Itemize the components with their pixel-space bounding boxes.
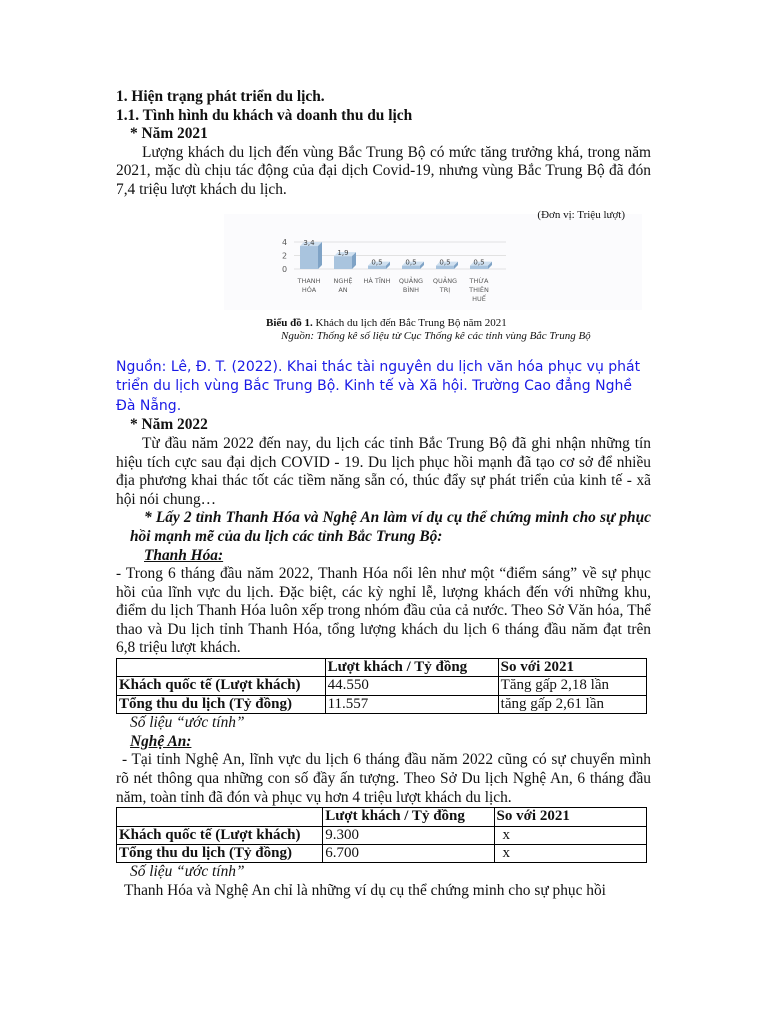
table-row: [117, 695, 647, 713]
year-2022-heading: * Năm 2022: [130, 416, 208, 434]
table-cell: Tổng thu du lịch (Tỷ đồng): [117, 845, 323, 863]
bar-side: [318, 242, 322, 269]
table-cell: x: [494, 826, 647, 844]
category-label: HUẾ: [472, 294, 486, 303]
bar-value-label: 0,5: [371, 258, 383, 267]
subsection-heading: 1.1. Tình hình du khách và doanh thu du lịch: [116, 106, 413, 124]
category-label: THIÊN: [469, 285, 489, 294]
table-header-cell: Lượt khách / Tỷ đồng: [325, 659, 498, 677]
category-label: NGHỆ: [333, 276, 353, 285]
category-label: HÀ TĨNH: [363, 276, 391, 285]
table-header-cell: [117, 659, 326, 677]
table-row: [117, 845, 647, 863]
table-cell: tăng gấp 2,61 lần: [498, 695, 646, 713]
category-label: AN: [338, 285, 348, 294]
category-label: QUẢNG: [398, 276, 424, 285]
chart-caption-bold: Biểu đồ 1.: [266, 316, 313, 329]
estimate-note: Số liệu “ước tính”: [130, 714, 245, 732]
category-label: QUẢNG: [432, 276, 458, 285]
chart-caption-text: Khách du lịch đến Bắc Trung Bộ năm 2021: [312, 316, 507, 329]
estimate-note: Số liệu “ước tính”: [130, 863, 245, 881]
chart-figure: [116, 202, 651, 354]
year-2021-heading: * Năm 2021: [130, 125, 208, 143]
bar-value-label: 0,5: [473, 258, 485, 267]
table-header-cell: Lượt khách / Tỷ đồng: [323, 808, 494, 826]
table-header-cell: [117, 808, 323, 826]
closing-line: Thanh Hóa và Nghệ An chỉ là những ví dụ cụ thể chứng minh cho sự phục hồi: [124, 882, 606, 900]
table-header-row: [117, 659, 647, 677]
bar: [300, 246, 318, 269]
category-label: BÌNH: [402, 285, 420, 294]
table-cell: 9.300: [323, 826, 494, 844]
chart-area: [224, 214, 642, 310]
y-tick-label: 2: [282, 251, 288, 261]
paragraph-2022: Từ đầu năm 2022 đến nay, du lịch các tỉnh Bắc Trung Bộ đã ghi nhận những tín hiệu tích cực sau đại dịch COVID - 19. Du lịch phục hồi mạnh đã tạo cơ sở để nhiều địa phương khai thác tốt các tiềm năng sẵn có, thúc đẩy sự phát triển của kinh tế - xã hội nói chung…: [116, 434, 651, 508]
table-cell: Tăng gấp 2,18 lần: [498, 677, 646, 695]
bar-value-label: 1,9: [337, 248, 349, 257]
source-citation: Nguồn: Lê, Đ. T. (2022). Khai thác tài nguyên du lịch văn hóa phục vụ phát triển du lịch vùng Bắc Trung Bộ. Kinh tế và Xã hội. Trường Cao đẳng Nghề Đà Nẵng.: [116, 358, 641, 414]
category-label: HÓA: [301, 285, 317, 294]
nghe-an-paragraph: - Tại tỉnh Nghệ An, lĩnh vực du lịch 6 tháng đầu năm 2022 cũng có sự chuyển mình rõ nét thông qua những con số đầy ấn tượng. Theo Sở Du lịch Nghệ An, 6 tháng đầu năm, toàn tỉnh đã đón và phục vụ hơn 4 triệu lượt khách du lịch.: [116, 751, 651, 806]
category-label: THANH: [297, 276, 321, 285]
table-cell: Tổng thu du lịch (Tỷ đồng): [117, 695, 326, 713]
examples-heading: * Lấy 2 tỉnh Thanh Hóa và Nghệ An làm ví dụ cụ thể chứng minh cho sự phục hồi mạnh mẽ của du lịch các tỉnh Bắc Trung Bộ:: [130, 509, 651, 545]
category-label: THỪA: [469, 276, 489, 285]
y-tick-label: 4: [282, 237, 288, 247]
nghe-an-table: [116, 807, 647, 863]
table-header-row: [117, 808, 647, 826]
thanh-hoa-heading: Thanh Hóa:: [144, 546, 224, 564]
table-cell: x: [494, 845, 647, 863]
y-tick-label: 0: [282, 264, 288, 274]
category-label: TRỊ: [439, 285, 451, 294]
bar: [334, 256, 352, 269]
bar-chart: [224, 214, 642, 310]
thanh-hoa-table: [116, 658, 647, 714]
table-cell: Khách quốc tế (Lượt khách): [117, 826, 323, 844]
nghe-an-heading: Nghệ An:: [130, 732, 192, 750]
bar-value-label: 3,4: [303, 238, 315, 247]
table-header-cell: So với 2021: [494, 808, 647, 826]
section-heading: 1. Hiện trạng phát triển du lịch.: [116, 88, 325, 105]
table-cell: Khách quốc tế (Lượt khách): [117, 677, 326, 695]
document-page: [116, 88, 651, 901]
bar-value-label: 0,5: [405, 258, 417, 267]
chart-unit-label: (Đơn vị: Triệu lượt): [537, 208, 625, 221]
bar-value-label: 0,5: [439, 258, 451, 267]
table-header-cell: So với 2021: [498, 659, 646, 677]
paragraph-2021: Lượng khách du lịch đến vùng Bắc Trung Bộ có mức tăng trưởng khá, trong năm 2021, mặc dù chịu tác động của đại dịch Covid-19, nhưng vùng Bắc Trung Bộ đã đón 7,4 triệu lượt khách du lịch.: [116, 143, 651, 198]
table-cell: 6.700: [323, 845, 494, 863]
table-row: [117, 826, 647, 844]
table-cell: 11.557: [325, 695, 498, 713]
table-cell: 44.550: [325, 677, 498, 695]
thanh-hoa-paragraph: - Trong 6 tháng đầu năm 2022, Thanh Hóa nổi lên như một “điểm sáng” về sự phục hồi của lĩnh vực du lịch. Đặc biệt, các kỳ nghỉ lễ, lượng khách đến với những khu, điểm du lịch Thanh Hóa luôn xếp trong nhóm đầu của cả nước. Theo Sở Văn hóa, Thể thao và Du lịch tỉnh Thanh Hóa, tổng lượng khách du lịch 6 tháng đầu năm đạt trên 6,8 triệu lượt khách.: [116, 565, 651, 657]
chart-source: Nguồn: Thống kê số liệu từ Cục Thống kê các tỉnh vùng Bắc Trung Bộ: [281, 329, 591, 342]
table-row: [117, 677, 647, 695]
